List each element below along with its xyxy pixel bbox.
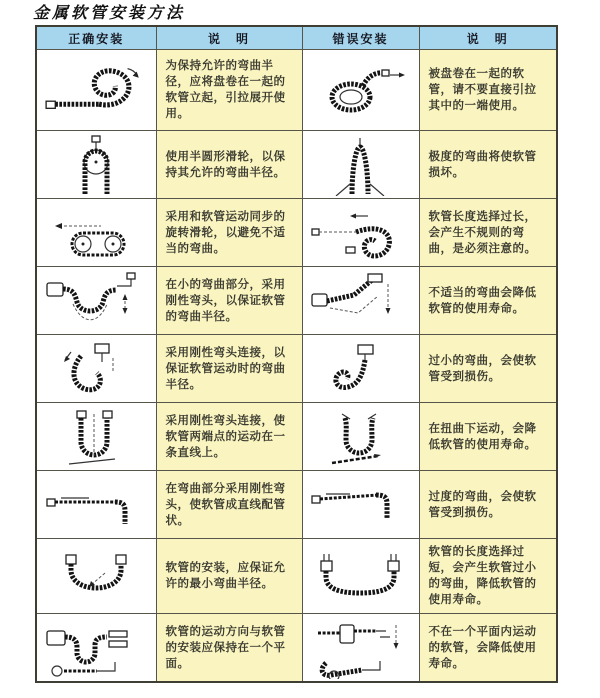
- header-wrong-install: 错误安装: [302, 26, 419, 50]
- table-row: [36, 403, 557, 471]
- table-row: [36, 131, 557, 199]
- wrong-desc-text: 被盘卷在一起的软管，请不要直接引拉其中的一端使用。: [428, 68, 537, 112]
- correct-desc-text: 在弯曲部分采用刚性弯头，使软管成直线配管状。: [165, 482, 286, 527]
- wrong-desc-cell: [419, 199, 557, 267]
- page-title: 金属软管安装方法: [33, 3, 186, 22]
- correct-desc-text: 采用刚性弯头连接，使软管两端点的运动在一条直线上。: [165, 414, 286, 459]
- hose-with-synchronized-rotating-pulleys-figure: [40, 202, 152, 264]
- wrong-desc-text: 不在一个平面内运动的软管，会降低使用寿命。: [428, 625, 537, 670]
- wrong-figure-cell: [302, 471, 419, 539]
- correct-desc-cell: [156, 614, 302, 683]
- correct-desc-text: 为保持允许的弯曲半径，应将盘卷在一起的软管立起，引拉展开使用。: [165, 60, 286, 120]
- correct-desc-cell: [156, 199, 302, 267]
- correct-desc-cell: [156, 471, 302, 539]
- correct-figure-cell: [36, 267, 156, 335]
- correct-figure-cell: [36, 614, 156, 683]
- table-row: [36, 614, 557, 683]
- correct-desc-cell: [156, 335, 302, 403]
- correct-desc-text: 在小的弯曲部分，采用刚性弯头，以保证软管的弯曲半径。: [165, 278, 286, 323]
- wrong-desc-text: 在扭曲下运动，会降低软管的使用寿命。: [428, 422, 537, 451]
- correct-desc-cell: [156, 131, 302, 199]
- correct-figure-cell: [36, 539, 156, 614]
- correct-desc-text: 软管的运动方向与软管的安装应保持在一个平面。: [165, 625, 286, 670]
- wrong-figure-cell: [302, 50, 419, 131]
- u-hose-twisted-motion-figure: [306, 406, 416, 468]
- correct-desc-cell: [156, 539, 302, 614]
- correct-figure-cell: [36, 403, 156, 471]
- wrong-desc-text: 过小的弯曲，会使软管受到损伤。: [428, 354, 537, 383]
- minimum-bend-radius-arc-figure: [40, 545, 152, 607]
- wrong-desc-text: 软管长度选择过长，会产生不规则的弯曲，是必须注意的。: [428, 210, 537, 255]
- wrong-figure-cell: [302, 199, 419, 267]
- too-small-bend-s-curve-figure: [306, 338, 416, 400]
- too-short-hose-stretched-figure: [306, 545, 416, 607]
- wrong-desc-text: 过度的弯曲，会使软管受到损伤。: [428, 490, 537, 519]
- rigid-elbows-endpoints-on-straight-line-figure: [40, 406, 152, 468]
- correct-figure-cell: [36, 131, 156, 199]
- correct-desc-text: 采用刚性弯头连接，以保证软管运动时的弯曲半径。: [165, 346, 286, 391]
- hose-motion-in-one-plane-figure: [40, 617, 152, 679]
- wrong-desc-cell: [419, 131, 557, 199]
- header-correct-desc: 说 明: [156, 26, 302, 50]
- sharp-bend-at-fitting-figure: [306, 270, 416, 332]
- correct-desc-text: 软管的安装，应保证允许的最小弯曲半径。: [165, 562, 286, 590]
- hose-motion-out-of-plane-figure: [306, 617, 416, 679]
- coiled-hose-pulled-from-one-end-figure: [306, 54, 416, 126]
- coiled-hose-stood-up-and-unrolled-figure: [40, 54, 152, 126]
- table-row: [36, 335, 557, 403]
- overlong-hose-irregular-loop-figure: [306, 202, 416, 264]
- wrong-desc-cell: [419, 539, 557, 614]
- wrong-desc-cell: [419, 614, 557, 683]
- wrong-desc-text: 不适当的弯曲会降低软管的使用寿命。: [428, 286, 537, 315]
- correct-figure-cell: [36, 199, 156, 267]
- correct-figure-cell: [36, 50, 156, 131]
- wrong-desc-cell: [419, 403, 557, 471]
- wrong-figure-cell: [302, 614, 419, 683]
- wrong-figure-cell: [302, 131, 419, 199]
- wrong-desc-text: 软管的长度选择过短，会产生软管过小的弯曲，降低软管的使用寿命。: [428, 546, 537, 606]
- wrong-figure-cell: [302, 539, 419, 614]
- table-row: [36, 539, 557, 614]
- correct-desc-cell: [156, 403, 302, 471]
- wrong-figure-cell: [302, 267, 419, 335]
- header-wrong-desc: 说 明: [419, 26, 557, 50]
- wrong-desc-cell: [419, 335, 557, 403]
- table-row: [36, 199, 557, 267]
- wrong-desc-text: 极度的弯曲将使软管损坏。: [428, 150, 537, 179]
- hose-folded-extreme-bend-figure: [306, 134, 416, 196]
- wrong-desc-cell: [419, 267, 557, 335]
- correct-figure-cell: [36, 471, 156, 539]
- straight-piping-with-rigid-elbow-figure: [40, 474, 152, 536]
- table-row: [36, 50, 557, 131]
- installation-table: [35, 25, 558, 683]
- wrong-figure-cell: [302, 335, 419, 403]
- correct-desc-text: 使用半圆形滑轮，以保持其允许的弯曲半径。: [165, 150, 286, 179]
- correct-figure-cell: [36, 335, 156, 403]
- hose-over-semicircular-pulley-figure: [40, 134, 152, 196]
- right-angle-excessive-bend-figure: [306, 474, 416, 536]
- wrong-desc-cell: [419, 50, 557, 131]
- rigid-elbow-at-small-bend-figure: [40, 270, 152, 332]
- rigid-elbow-connection-moving-bend-figure: [40, 338, 152, 400]
- table-row: [36, 267, 557, 335]
- correct-desc-cell: [156, 50, 302, 131]
- correct-desc-cell: [156, 267, 302, 335]
- wrong-desc-cell: [419, 471, 557, 539]
- table-row: [36, 471, 557, 539]
- correct-desc-text: 采用和软管运动同步的旋转滑轮，以避免不适当的弯曲。: [165, 210, 286, 255]
- header-correct-install: 正确安装: [36, 26, 156, 50]
- wrong-figure-cell: [302, 403, 419, 471]
- table-header-row: [36, 26, 557, 50]
